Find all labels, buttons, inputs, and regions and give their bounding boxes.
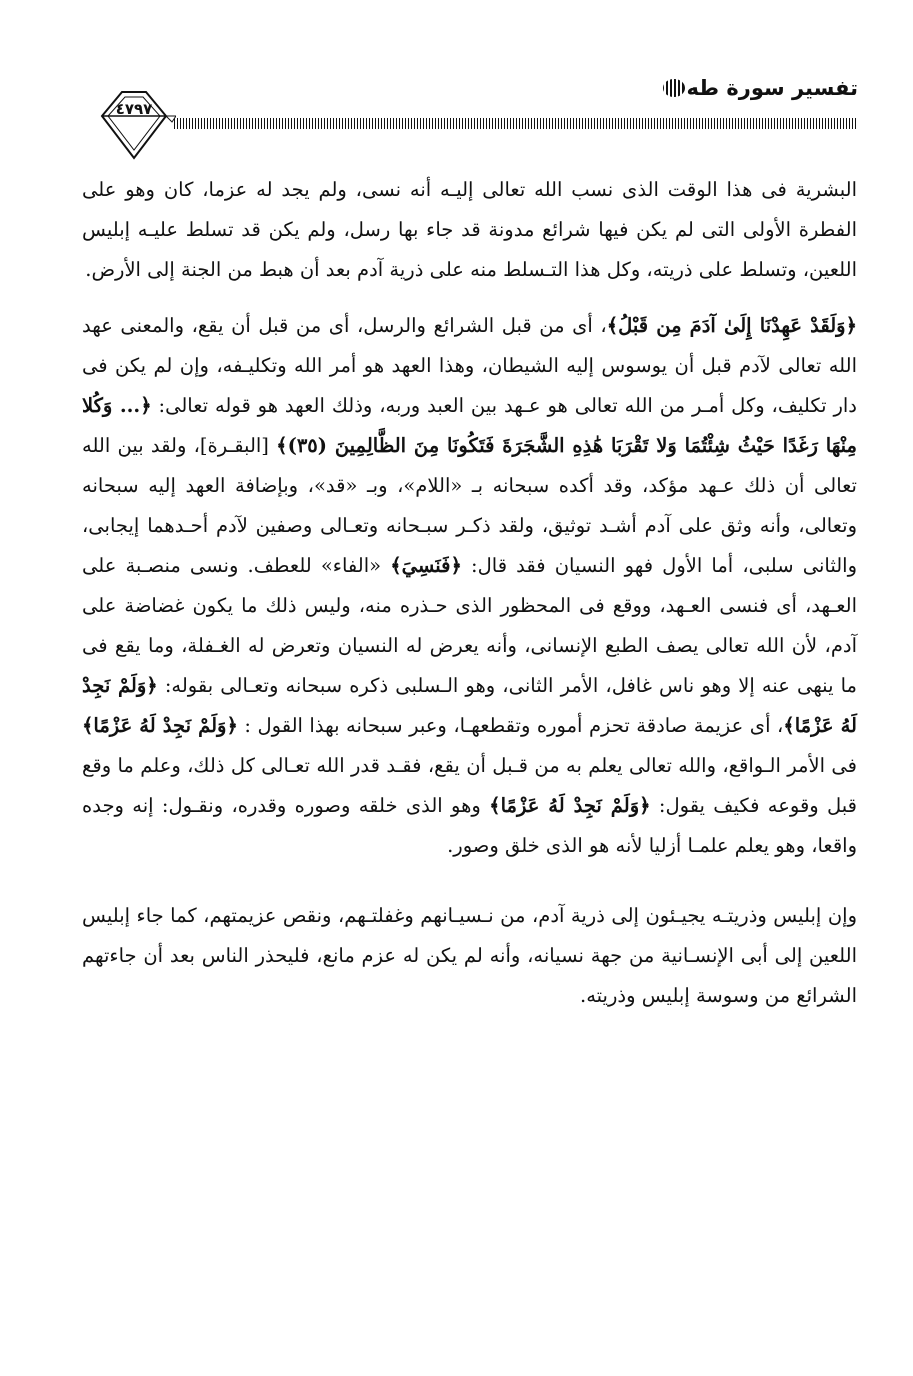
paragraph-3: وإن إبليس وذريتـه يجيـئون إلى ذرية آدم، من نـسيـانهم وغفلتـهم، ونقص عزيمتهم، كما جاء إبليس اللعين إلى أبى الإنسـانية من جهة نسيانه، وأنه لم يكن له عزم مانع، فليحذر الناس بعد أن جاءتهم الشرائع من وسوسة إبليس وذريته. xyxy=(82,904,857,1007)
header-title-group xyxy=(651,70,858,106)
header-rule xyxy=(174,118,858,129)
page-header xyxy=(88,64,858,164)
page-body xyxy=(82,170,857,1016)
quran-verse: ﴿فَنَسِيَ﴾ xyxy=(390,554,462,577)
paragraph-1: البشرية فى هذا الوقت الذى نسب الله تعالى إليـه أنه نسى، ولم يجد له عزما، كان وهو على الفطرة الأولى التى لم يكن فيها شرائع مدونة قد جاء بها رسل، ولم يكن قد تسلط عليـه إبليس اللعين، وتسلط على ذريته، وكل هذا التـسلط منه على ذرية آدم بعد أن هبط من الجنة إلى الأرض. xyxy=(82,178,857,281)
page-number: ٤٧٩٧ xyxy=(115,100,153,118)
quran-verse: ﴿وَلَمْ نَجِدْ لَهُ عَزْمًا﴾ xyxy=(82,714,238,737)
paragraph-text: وهو الذى خلقه وصوره وقدره، ونقـول: إنه وجده واقعا، وهو يعلم علمـا أزليا لأنه هو الذى خلق وصور. xyxy=(82,794,857,857)
quran-verse: ﴿وَلَمْ نَجِدْ لَهُ عَزْمًا﴾ xyxy=(489,794,651,817)
paragraph-text: «الفاء» للعطف. ونسى منصـبة على العـهد، أى فنسى العـهد، ووقع فى المحظور الذى حـذره منه، وليس ذلك ما يكون غضاضة على آدم، لأن الله تعالى يصف الطبع الإنسانى، وأنه يعرض له النسيان وتعرض له الغـفلة، وما يقع فى ما ينهى عنه إلا وهو ناس غافل، الأمر الثانى، وهو الـسلبى ذكره سبحانه وتعـالى بقوله: xyxy=(82,554,857,697)
paragraph-text: فى الأمر الـواقع، والله تعالى يعلم به من قـبل أن يقع، فقـد قدر الله تعـالى كل ذلك، وعلم ما وقع قبل وقوعه فكيف يقول: xyxy=(82,754,858,817)
flower-ornament-icon xyxy=(661,77,687,99)
paragraph-text: ، أى عزيمة صادقة تحزم أموره وتقطعهـا، وعبر سبحانه بهذا القول : xyxy=(237,714,784,737)
paragraph-text: [البقـرة]، ولقد بين الله تعالى أن ذلك عـهد مؤكد، وقد أكده سبحانه بـ «اللام»، وبـ «قد»، وبإضافة العهد إليه سبحانه وتعالى، وأنه وثق على آدم أشـد توثيق، ولقد ذكـر سبـحانه وتعـالى وصفين لآدم أحـدهما إيجابى، والثانى سلبى، أما الأول فهو النسيان فقد قال: xyxy=(82,434,858,577)
quran-verse: ﴿... وَكُلا مِنْهَا رَغَدًا حَيْثُ شِئْتُمَا وَلا تَقْرَبَا هَٰذِهِ الشَّجَرَةَ فَتَكُونَا مِنَ الظَّالِمِينَ (٣٥)﴾ xyxy=(82,394,858,457)
quran-verse: ﴿وَلَقَدْ عَهِدْنَا إِلَىٰ آدَمَ مِن قَبْلُ﴾ xyxy=(606,314,858,337)
paragraph-text: ، أى من قبل الشرائع والرسل، أى من قبل أن يقع، والمعنى عهد الله تعالى لآدم قبل أن يوسوس إليه الشيطان، وهذا العهد هو أمر الله وتكليـفه، وإن لم يكن فى دار تكليف، وكل أمـر من الله تعالى هو عـهد بين العبد وربه، وذلك العهد هو قوله تعالى: xyxy=(82,314,857,417)
running-title: تفسير سورة طه xyxy=(686,76,858,100)
quran-verse: ﴿وَلَمْ نَجِدْ لَهُ عَزْمًا﴾ xyxy=(82,674,857,737)
page-number-badge xyxy=(92,86,176,162)
paragraph-2 xyxy=(82,306,857,866)
diamond-frame-icon xyxy=(92,86,176,162)
